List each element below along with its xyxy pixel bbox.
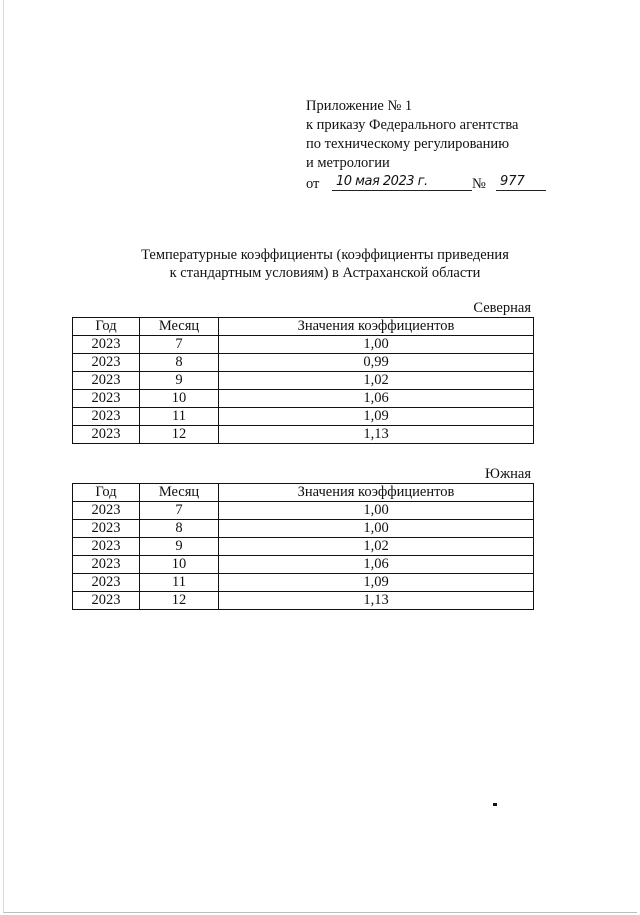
region-label-south: Южная <box>485 466 531 482</box>
cell-month: 12 <box>140 426 219 444</box>
cell-year: 2023 <box>73 372 140 390</box>
table-row <box>73 390 534 408</box>
table-row <box>73 502 534 520</box>
coefficients-table-south <box>72 483 534 610</box>
order-reference <box>306 172 546 194</box>
cell-year: 2023 <box>73 426 140 444</box>
cell-month: 9 <box>140 372 219 390</box>
cell-year: 2023 <box>73 408 140 426</box>
cell-month: 9 <box>140 538 219 556</box>
table-header-row <box>73 484 534 502</box>
appendix-line-3: по техническому регулированию <box>306 136 510 152</box>
appendix-line-1: Приложение № 1 <box>306 98 413 114</box>
cell-value: 1,02 <box>219 372 534 390</box>
cell-year: 2023 <box>73 556 140 574</box>
table-row <box>73 538 534 556</box>
cell-month: 10 <box>140 390 219 408</box>
cell-year: 2023 <box>73 354 140 372</box>
column-header-value: Значения коэффициентов <box>219 318 534 336</box>
cell-year: 2023 <box>73 592 140 610</box>
table-row <box>73 372 534 390</box>
table-row <box>73 426 534 444</box>
column-header-month: Месяц <box>140 318 219 336</box>
cell-year: 2023 <box>73 390 140 408</box>
cell-month: 8 <box>140 520 219 538</box>
cell-value: 1,06 <box>219 390 534 408</box>
cell-month: 8 <box>140 354 219 372</box>
cell-value: 0,99 <box>219 354 534 372</box>
cell-month: 7 <box>140 336 219 354</box>
column-header-year: Год <box>73 484 140 502</box>
cell-value: 1,09 <box>219 574 534 592</box>
order-date-prefix: от <box>306 176 320 192</box>
cell-value: 1,00 <box>219 502 534 520</box>
cell-year: 2023 <box>73 574 140 592</box>
column-header-month: Месяц <box>140 484 219 502</box>
cell-value: 1,13 <box>219 592 534 610</box>
cell-value: 1,09 <box>219 408 534 426</box>
table-row <box>73 574 534 592</box>
order-number-handwritten: 977 <box>496 174 546 191</box>
table-row <box>73 336 534 354</box>
region-label-north: Северная <box>473 300 531 316</box>
scan-speck <box>493 803 497 806</box>
table-row <box>73 556 534 574</box>
column-header-year: Год <box>73 318 140 336</box>
appendix-line-2: к приказу Федерального агентства <box>306 117 519 133</box>
document-title-line-1: Температурные коэффициенты (коэффициенты приведения <box>141 247 509 263</box>
cell-value: 1,06 <box>219 556 534 574</box>
table-header-row <box>73 318 534 336</box>
order-number-label: № <box>472 176 486 192</box>
cell-value: 1,13 <box>219 426 534 444</box>
table-row <box>73 520 534 538</box>
cell-value: 1,02 <box>219 538 534 556</box>
coefficients-table-north <box>72 317 534 444</box>
cell-value: 1,00 <box>219 520 534 538</box>
document-title-line-2: к стандартным условиям) в Астраханской области <box>169 265 481 281</box>
document-title <box>60 246 590 282</box>
cell-month: 10 <box>140 556 219 574</box>
column-header-value: Значения коэффициентов <box>219 484 534 502</box>
appendix-line-4: и метрологии <box>306 155 390 171</box>
appendix-header <box>306 97 518 173</box>
cell-value: 1,00 <box>219 336 534 354</box>
cell-year: 2023 <box>73 520 140 538</box>
cell-year: 2023 <box>73 336 140 354</box>
cell-month: 7 <box>140 502 219 520</box>
cell-month: 11 <box>140 408 219 426</box>
table-row <box>73 592 534 610</box>
cell-year: 2023 <box>73 538 140 556</box>
cell-month: 11 <box>140 574 219 592</box>
table-row <box>73 408 534 426</box>
cell-year: 2023 <box>73 502 140 520</box>
cell-month: 12 <box>140 592 219 610</box>
table-row <box>73 354 534 372</box>
order-date-handwritten: 10 мая 2023 г. <box>332 174 472 191</box>
